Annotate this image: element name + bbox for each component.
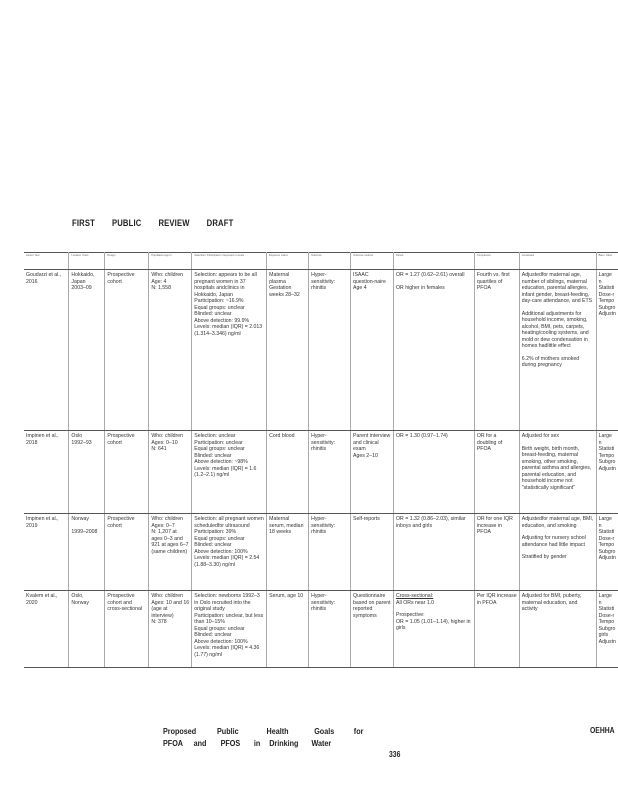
cell-outcome [309, 591, 351, 668]
cell-line: Cross-sectional: [396, 593, 434, 599]
footer-word: Water [311, 739, 332, 748]
cell-covariates [519, 431, 596, 514]
study-table [24, 252, 618, 668]
cell-covariates [519, 270, 596, 431]
footer-title [163, 726, 363, 750]
cell-line: Participation: unclear, but less than 10–15% [194, 612, 264, 625]
header-word: PUBLIC [111, 218, 142, 228]
table-header-row [24, 253, 618, 270]
cell-line: Statisti [598, 606, 615, 612]
cell-line: Above detection: 99.9% [194, 317, 250, 324]
cell-design: Prospective cohort [105, 270, 149, 431]
cell-line: OR = 1.30 (0.97–1.74) [396, 433, 448, 439]
cell-line: Large n [598, 593, 612, 606]
cell-line: OR for one IQR increase in PFOA [476, 516, 513, 535]
column-header: Exposure matrix [267, 253, 309, 270]
cell-line: Birth weight, birth month, breast-feeding, maternal smoking, other smoking, parental asthma and allergies, parental education, and household income not "statistically significant" [521, 445, 592, 491]
cell-author: Impinen et al., 2019 [24, 514, 69, 591]
cell-line: Age: 4 [151, 278, 167, 285]
cell-line: Participation: ~16.9% [194, 298, 244, 304]
cell-line: Tempo [598, 619, 615, 625]
footer-word: for [353, 727, 364, 736]
column-header: Location Years [69, 253, 105, 270]
cell-line: Serum, age 10 [269, 593, 304, 599]
cell-line: Participation: unclear [194, 439, 243, 446]
cell-line: Fourth vs. first quartiles of PFOA [476, 272, 510, 291]
cell-line: Large n [598, 433, 612, 446]
footer-word: PFOS [220, 739, 241, 748]
cell-line: Per IQR increase in PFOA [476, 593, 517, 606]
cell-line: Selection: unclear [194, 433, 236, 439]
cell-line: Ages: 0–10 [151, 439, 178, 446]
cell-line: Adjustedfor maternal age, BMI, education, and smoking [521, 516, 594, 529]
cell-line: Oslo [71, 433, 83, 439]
cell-design: Prospective cohort [105, 431, 149, 514]
cell-line: Ages: 0–7 [151, 522, 175, 529]
cell-line: Hyper-sensitivity: rhinitis [311, 433, 336, 452]
cell-design: Prospective cohort and cross-sectional [105, 591, 149, 668]
cell-line: Oslo, Norway [71, 593, 90, 606]
cell-matrix [267, 514, 309, 591]
cell-comparison [474, 514, 519, 591]
cell-line: N: 1,558 [151, 285, 171, 291]
cell-result [394, 431, 475, 514]
cell-line: girls [598, 632, 609, 638]
cell-line: Stratified by gender [521, 554, 567, 560]
cell-line: Adjustn [598, 465, 616, 472]
cell-line: Subgro [598, 548, 616, 555]
cell-method [351, 514, 394, 591]
cell-line: Maternal serum, median 18 weeks [269, 516, 304, 535]
cell-line: All ORs near 1.0 [396, 599, 435, 606]
cell-line: Additional adjustments for household income, smoking, alcohol, BMI, pets, carpets, heating/cooling systems, and mold or dew condensation in homes hadlittle effect [521, 310, 589, 349]
draft-header [72, 218, 233, 228]
cell-line: Large n [598, 272, 612, 285]
cell-line: Selection: appears to be all pregnant women in 37 hospitals andclinics in Hokkaido, Japan [194, 272, 257, 298]
header-word: FIRST [72, 218, 95, 228]
column-header: Population Age N [149, 253, 192, 270]
cell-line: Parent interview and clinical exam [353, 433, 391, 452]
cell-population [149, 514, 192, 591]
cell-location [69, 270, 105, 431]
cell-line: Questionnaire based on parent reported symptoms [353, 593, 391, 619]
cell-matrix [267, 270, 309, 431]
cell-covariates [519, 514, 596, 591]
footer-word: Health [266, 727, 289, 736]
cell-matrix [267, 591, 309, 668]
cell-line: Hokkaido, Japan [71, 272, 95, 285]
column-header: Covariates [519, 253, 596, 270]
cell-line: Who: children [151, 593, 184, 599]
cell-outcome [309, 270, 351, 431]
cell-line: ISAAC question-naire [353, 272, 386, 285]
column-header: Selection / Participation / Exposure / Levels [192, 253, 267, 270]
cell-line: Equal groups: unclear [194, 535, 245, 542]
cell-line: Participation: 39% [194, 529, 237, 535]
column-header: Comparison [474, 253, 519, 270]
cell-line: Above detection: 100% [194, 548, 248, 555]
cell-method [351, 270, 394, 431]
cell-line: OR for a doubling of PFOA [476, 433, 503, 452]
cell-line: Adjustedfor maternal age, number of siblings, maternal education, parental allergies, infant gender, breast-feeding, day-care attendance, and ETS [521, 272, 593, 304]
cell-bias [596, 431, 618, 514]
column-header: Outcome [309, 253, 351, 270]
cell-design: Prospective cohort [105, 514, 149, 591]
cell-comparison [474, 431, 519, 514]
cell-population [149, 270, 192, 431]
cell-line: Hyper-sensitivity: rhinitis [311, 272, 336, 291]
cell-line: Tempo [598, 298, 615, 304]
cell-line: N: 1,207 at ages 0–3 and 921 at ages 6–7 (same children) [151, 529, 189, 555]
header-word: REVIEW [158, 218, 190, 228]
cell-location [69, 431, 105, 514]
cell-line: Ages: 10 and 16 (age at interview) [151, 599, 190, 619]
cell-line: Selection: newborns 1992–3 in Oslo recruited into the original study [194, 593, 260, 612]
cell-line: Above detection: ~98% [194, 459, 248, 465]
cell-line: Selection: all pregnant women scheduledfor ultrasound [194, 516, 264, 529]
cell-line: 1992–93 [71, 439, 92, 446]
cell-bias [596, 514, 618, 591]
cell-population [149, 591, 192, 668]
cell-line: Equal groups: unclear [194, 304, 245, 311]
cell-line: Adjusted for BMI, puberty, maternal education, and activity [521, 593, 582, 612]
cell-method [351, 431, 394, 514]
cell-selection [192, 514, 267, 591]
cell-line: 6.2% of mothers smoked during pregnancy [521, 355, 580, 368]
footer-word: Goals [314, 727, 335, 736]
cell-line: Blinded: unclear [194, 452, 232, 459]
cell-line: Age 4 [353, 285, 367, 291]
table-row [24, 514, 618, 591]
column-header: Outcome method [351, 253, 394, 270]
cell-result [394, 270, 475, 431]
footer-word: Drinking [269, 739, 299, 748]
cell-line: Equal groups: unclear [194, 625, 245, 632]
cell-line: Prospective: [396, 612, 425, 618]
cell-line: Blinded: unclear [194, 632, 232, 638]
cell-covariates [519, 591, 596, 668]
footer-word: and [193, 739, 207, 748]
cell-line: OR = 1.27 (0.62–2.61) overall [396, 272, 465, 278]
cell-line: 1999–2008 [71, 528, 98, 535]
cell-population [149, 431, 192, 514]
cell-bias [596, 270, 618, 431]
cell-line: Adjustn [598, 638, 616, 645]
cell-author: Kvalem et al., 2020 [24, 591, 69, 668]
cell-line: Dose-r [598, 291, 615, 298]
cell-line: Norway [71, 516, 90, 522]
cell-line: Who: children [151, 516, 184, 522]
cell-line: Who: children [151, 433, 184, 439]
footer-line-2 [163, 738, 363, 750]
cell-line: Self-reports [353, 516, 380, 522]
footer-word: in [253, 739, 261, 748]
cell-location [69, 591, 105, 668]
cell-result [394, 514, 475, 591]
table-row [24, 591, 618, 668]
cell-line: OR higher in females [396, 284, 445, 291]
cell-selection [192, 270, 267, 431]
cell-line: OR = 1.05 (1.01–1.14), higher in girls [396, 618, 471, 631]
cell-line: Equal groups: unclear [194, 446, 245, 452]
header-word: DRAFT [206, 218, 234, 228]
footer-word: Public [217, 727, 239, 736]
table-row [24, 431, 618, 514]
cell-line: Statisti [598, 285, 615, 291]
cell-line: OR = 1.32 (0.86–2.03), similar inboys and girls [396, 516, 466, 529]
cell-selection [192, 591, 267, 668]
cell-line: Ages 2–10 [353, 452, 378, 459]
cell-line: 2003–09 [71, 285, 92, 291]
table-row [24, 270, 618, 431]
footer-word: PFOA [163, 739, 184, 748]
column-header: Bias / Other [596, 253, 618, 270]
cell-line: Adjusted for sex [521, 433, 559, 439]
cell-line: Statisti [598, 446, 615, 452]
cell-line: Large n [598, 516, 612, 529]
cell-line: Adjustn [598, 311, 616, 317]
cell-result [394, 591, 475, 668]
cell-line: Adjustn [598, 555, 616, 561]
cell-line: Blinded: unclear [194, 542, 232, 548]
cell-selection [192, 431, 267, 514]
cell-line: Blinded: unclear [194, 311, 232, 317]
cell-line: Maternal plasma [269, 272, 290, 285]
cell-line: Hyper-sensitivity: rhinitis [311, 593, 336, 612]
cell-comparison [474, 270, 519, 431]
cell-line: Subgro [598, 459, 616, 465]
cell-line: Subgro [598, 625, 616, 632]
cell-line: Tempo [598, 452, 615, 459]
cell-line: Subgro [598, 304, 616, 311]
cell-line: Tempo [598, 542, 615, 548]
cell-author: Impinen et al., 2018 [24, 431, 69, 514]
cell-line: Statisti [598, 529, 615, 535]
cell-line: Levels: median (IQR) = 1.6 (1.2–2.1) ng/ml [194, 465, 257, 478]
cell-outcome [309, 514, 351, 591]
cell-bias [596, 591, 618, 668]
cell-line: Hyper-sensitivity: rhinitis [311, 516, 336, 535]
cell-line: Gestation weeks 28–32 [269, 285, 300, 298]
cell-author: Goudarzi et al., 2016 [24, 270, 69, 431]
column-header: Design [105, 253, 149, 270]
column-header: Result [394, 253, 475, 270]
cell-line: Adjusting for nursery school attendance had little impact [521, 535, 586, 548]
cell-line: Levels: median (IQR) = 2.013 (1.314–3.346) ng/ml [194, 324, 263, 337]
agency-name: OEHHA [590, 726, 615, 735]
cell-line: Cord blood [269, 433, 295, 439]
cell-line: Dose-r [598, 612, 615, 619]
cell-matrix [267, 431, 309, 514]
cell-outcome [309, 431, 351, 514]
footer-word: Proposed [163, 727, 197, 736]
footer-line-1 [163, 726, 363, 738]
cell-location [69, 514, 105, 591]
cell-line: N: 641 [151, 446, 167, 452]
column-header: Author Year [24, 253, 69, 270]
cell-line: Levels: median (IQR) = 4.36 (1.77) ng/ml [194, 645, 260, 658]
cell-line: N: 378 [151, 619, 167, 625]
cell-line: Dose-r [598, 535, 615, 542]
cell-line: Above detection: 100% [194, 638, 248, 645]
page-number: 336 [389, 750, 401, 759]
cell-line: Levels: median (IQR) = 2.54 (1.88–3.30) ng/ml [194, 555, 260, 568]
cell-comparison [474, 591, 519, 668]
cell-line: Who: children [151, 272, 184, 278]
cell-method [351, 591, 394, 668]
